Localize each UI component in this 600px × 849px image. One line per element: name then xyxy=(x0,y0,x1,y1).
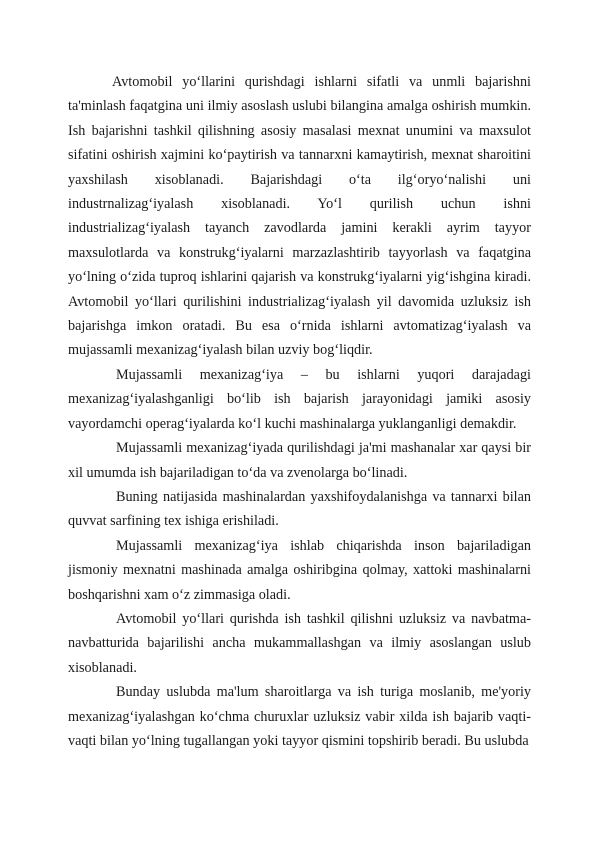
paragraph-result: Buning natijasida mashinalardan yaxshifoydalanishga va tannarxi bilan quvvat sarfining tex ishiga erishiladi. xyxy=(68,488,531,530)
paragraph-intro: Avtomobil yo‘llarini qurishdagi ishlarni sifatli va unmli bajarishni ta'minlash faqatgina uni ilmiy asoslash uslubi bilangina amalga oshirish mumkin. Ish bajarishni tashkil qilishning asosiy masalasi mexnat unumini va maxsulot sifatini oshirish xajmini ko‘paytirish va tannarxni kamaytirish, mexnat sharoitini yaxshilash xisoblanadi. Bajarishdagi o‘ta ilg‘oryo‘nalishi uni industrnalizag‘iyalash xisoblanadi. Yo‘l qurilish uchun ishni industrializag‘iyalash tayanch zavodlarda jamini kerakli ayrim tayyor maxsulotlarda va konstrukg‘iyalarni marzazlashtirib tayyorlash va faqatgina yo‘lning o‘zida tuproq ishlarini qajarish va konstrukg‘iyalarni yig‘ishgina kiradi. Avtomobil yo‘llari qurilishini industrializag‘iyalash yil davomida uzluksiz ish bajarishga imkon oratadi. Bu esa o‘rnida ishlarni avtomatizag‘iyalash va mujassamli mexanizag‘iyalash bilan uzviy bog‘liqdir. xyxy=(68,74,531,359)
paragraph-machines: Mujassamli mexanizag‘iyada qurilishdagi ja'mi mashanalar xar qaysi bir xil umumda ish bajariladigan to‘da va zvenolarga bo‘linadi. xyxy=(68,440,531,481)
paragraph-method: Bunday uslubda ma'lum sharoitlarga va ish turiga moslanib, me'yoriy mexanizag‘iyalashgan ko‘chma churuxlar uzluksiz vabir xilda ish bajarib vaqti-vaqti bilan yo‘lning tugallangan yoki tayyor qismini topshirib beradi. Bu uslubda xyxy=(68,684,531,749)
paragraph-continuous: Avtomobil yo‘llari qurishda ish tashkil qilishni uzluksiz va navbatma-navbatturida bajarilishi ancha mukammallashgan va ilmiy asoslangan uslub xisoblanadi. xyxy=(68,610,531,676)
paragraph-labor: Mujassamli mexanizag‘iya ishlab chiqarishda inson bajariladigan jismoniy mexnatni mashinada amalga oshiribgina qolmay, xattoki mashinalarni boshqarishni xam o‘z zimmasiga oladi. xyxy=(68,537,531,603)
document-page xyxy=(68,70,531,753)
paragraph-definition: Mujassamli mexanizag‘iya – bu ishlarni yuqori darajadagi mexanizag‘iyalashganligi bo‘lib ish bajarish jarayonidagi jamiki asosiy vayordamchi operag‘iyalarda ko‘l kuchi mashinalarga yuklanganligi demakdir. xyxy=(68,366,531,432)
